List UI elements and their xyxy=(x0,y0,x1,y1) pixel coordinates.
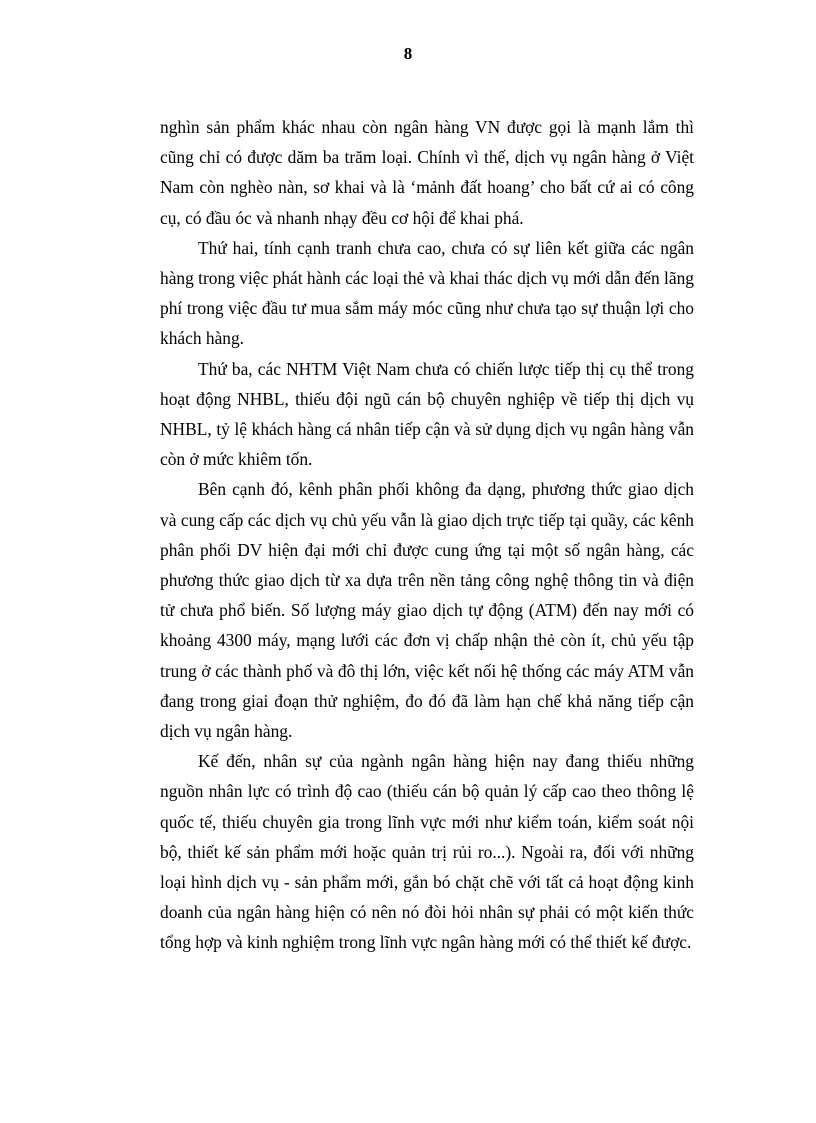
paragraph-continuation: nghìn sản phẩm khác nhau còn ngân hàng VN được gọi là mạnh lắm thì cũng chỉ có được dăm ba trăm loại. Chính vì thế, dịch vụ ngân hàng ở Việt Nam còn nghèo nàn, sơ khai và là ‘mảnh đất hoang’ cho bất cứ ai có công cụ, có đầu óc và nhanh nhạy đều cơ hội để khai phá. xyxy=(160,117,694,228)
paragraph-marketing: Thứ ba, các NHTM Việt Nam chưa có chiến lược tiếp thị cụ thể trong hoạt động NHBL, thiếu đội ngũ cán bộ chuyên nghiệp về tiếp thị dịch vụ NHBL, tỷ lệ khách hàng cá nhân tiếp cận và sử dụng dịch vụ ngân hàng vẫn còn ở mức khiêm tốn. xyxy=(160,358,694,470)
paragraph-human-resources: Kế đến, nhân sự của ngành ngân hàng hiện nay đang thiếu những nguồn nhân lực có trình độ cao (thiếu cán bộ quản lý cấp cao theo thông lệ quốc tế, thiếu chuyên gia trong lĩnh vực mới như kiểm toán, kiểm soát nội bộ, thiết kế sản phẩm mới hoặc quản trị rủi ro...). Ngoài ra, đối với những loại hình dịch vụ - sản phẩm mới, gắn bó chặt chẽ với tất cả hoạt động kinh doanh của ngân hàng hiện có nên nó đòi hỏi nhân sự phải có một kiến thức tổng hợp và kinh nghiệm trong lĩnh vực ngân hàng mới có thể thiết kế được. xyxy=(160,751,694,953)
paragraph-distribution: Bên cạnh đó, kênh phân phối không đa dạng, phương thức giao dịch và cung cấp các dịch vụ chủ yếu vẫn là giao dịch trực tiếp tại quầy, các kênh phân phối DV hiện đại mới chỉ được cung ứng tại một số ngân hàng, các phương thức giao dịch từ xa dựa trên nền tảng công nghệ thông tin và điện tử chưa phổ biến. Số lượng máy giao dịch tự động (ATM) đến nay mới có khoảng 4300 máy, mạng lưới các đơn vị chấp nhận thẻ còn ít, chủ yếu tập trung ở các thành phố và đô thị lớn, việc kết nối hệ thống các máy ATM vẫn đang trong giai đoạn thử nghiệm, đo đó đã làm hạn chế khả năng tiếp cận dịch vụ ngân hàng. xyxy=(160,479,694,742)
body-text xyxy=(160,112,694,958)
page-number: 8 xyxy=(403,44,413,63)
paragraph-competition: Thứ hai, tính cạnh tranh chưa cao, chưa có sự liên kết giữa các ngân hàng trong việc phát hành các loại thẻ và khai thác dịch vụ mới dẫn đến lãng phí trong việc đầu tư mua sắm máy móc cũng như chưa tạo sự thuận lợi cho khách hàng. xyxy=(160,237,694,349)
